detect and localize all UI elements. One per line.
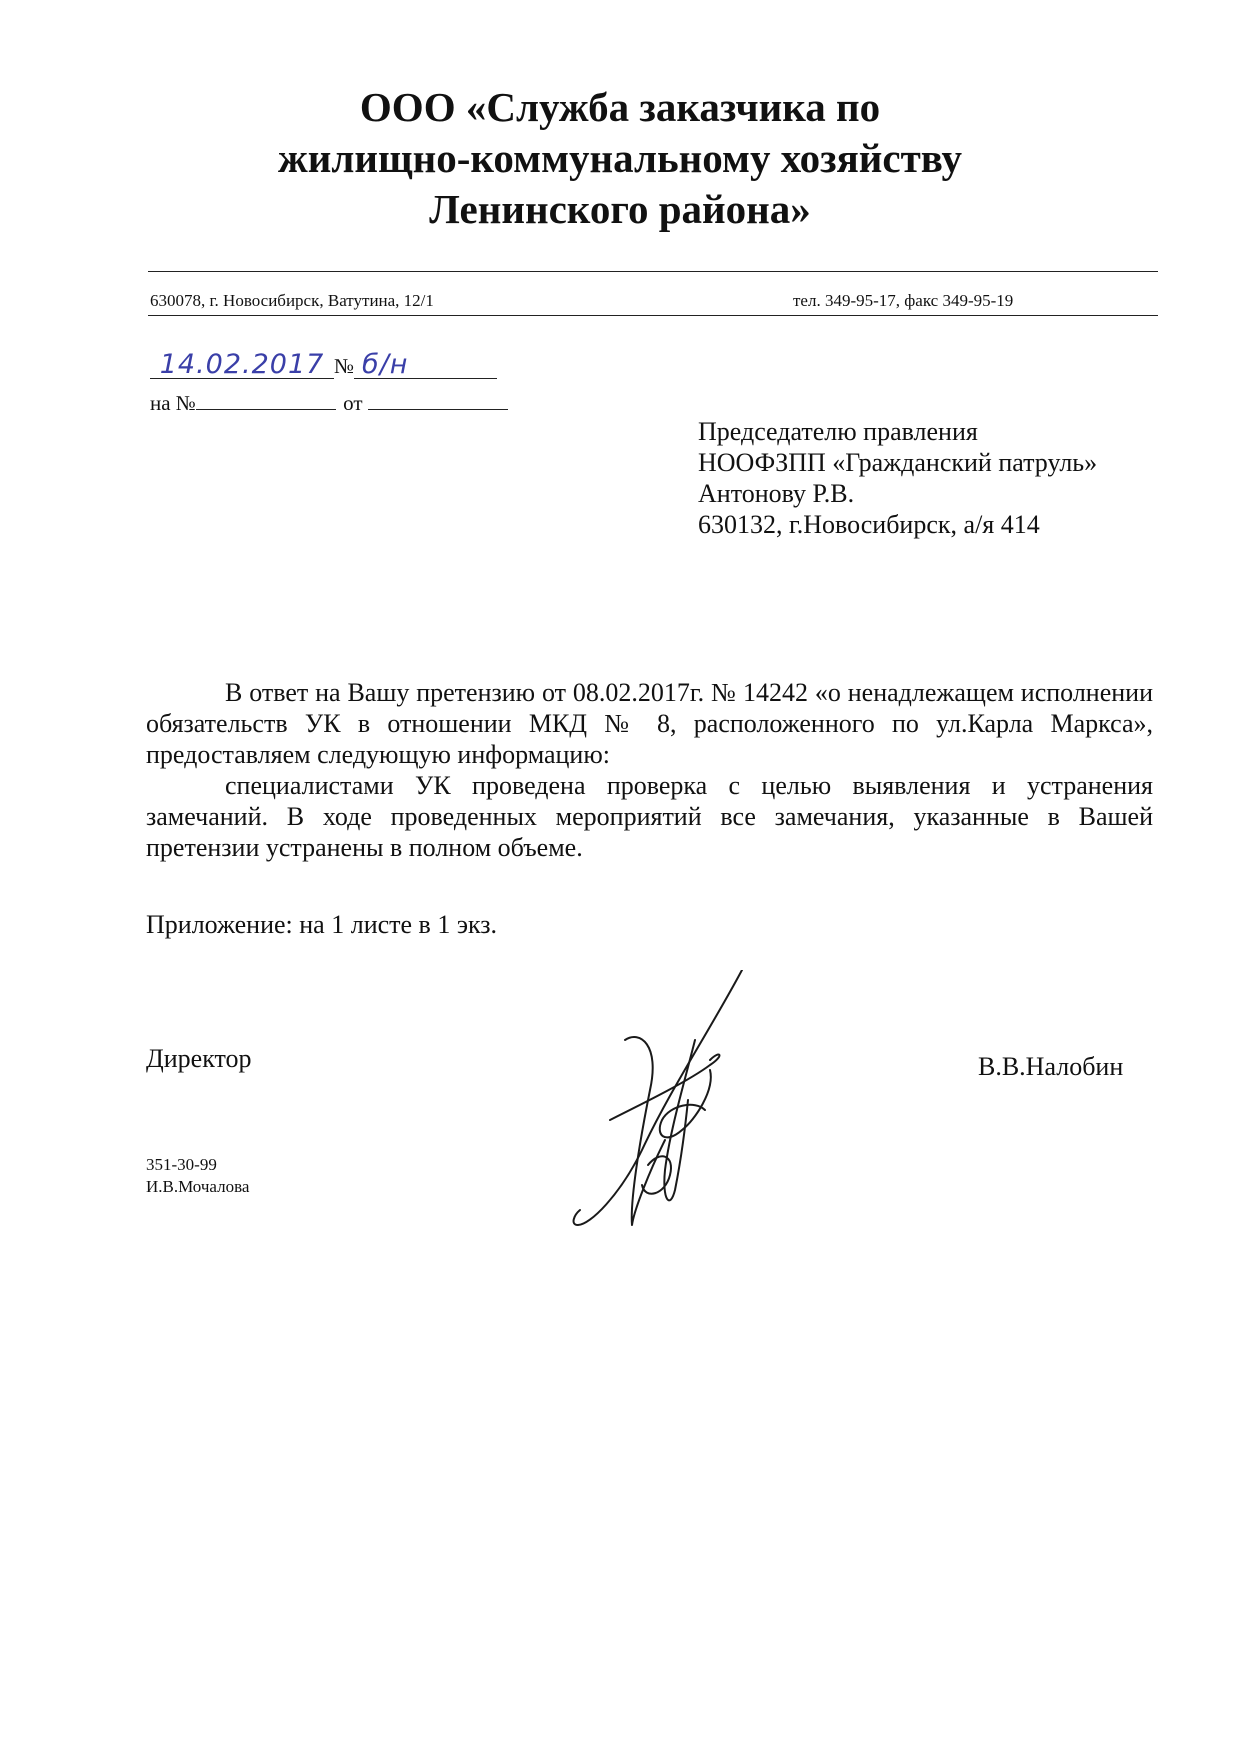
registration-number-handwritten: б/н bbox=[362, 349, 409, 380]
reference-number-label: на № bbox=[150, 391, 196, 415]
organization-title-line: Ленинского района» bbox=[429, 186, 811, 232]
organization-phones: тел. 349-95-17, факс 349-95-19 bbox=[793, 291, 1014, 310]
recipient-line: Антонову Р.В. bbox=[698, 479, 855, 508]
letter-body bbox=[146, 677, 1153, 863]
body-paragraph: специалистами УК проведена проверка с целью выявления и устранения замечаний. В ходе проведенных мероприятий все замечания, указанные в Вашей претензии устранены в полном объеме. bbox=[146, 771, 1153, 862]
letterhead-top-rule bbox=[148, 271, 1158, 272]
organization-title bbox=[0, 82, 1240, 235]
reference-number-field bbox=[196, 387, 336, 410]
registration-number-field bbox=[354, 349, 497, 380]
reference-row bbox=[150, 387, 508, 415]
letterhead-bottom-rule bbox=[148, 315, 1158, 316]
registration-number-label: № bbox=[334, 354, 355, 378]
executor-block bbox=[146, 1154, 249, 1198]
organization-title-line: жилищно-коммунальному хозяйству bbox=[277, 135, 962, 181]
handwritten-signature bbox=[570, 970, 800, 1240]
organization-address: 630078, г. Новосибирск, Ватутина, 12/1 bbox=[150, 291, 434, 310]
registration-date-row bbox=[150, 349, 497, 380]
reference-date-label: от bbox=[343, 391, 363, 415]
reference-date-field bbox=[368, 387, 508, 410]
recipient-line: НООФЗПП «Гражданский патруль» bbox=[698, 448, 1098, 477]
recipient-line: Председателю правления bbox=[698, 417, 978, 446]
registration-date-field bbox=[150, 349, 334, 380]
body-paragraph: В ответ на Вашу претензию от 08.02.2017г. № 14242 «о ненадлежащем исполнении обязательств УК в отношении МКД № 8, расположенного по ул.Карла Маркса», предоставляем следующую информацию: bbox=[146, 678, 1153, 769]
signatory-position: Директор bbox=[146, 1044, 252, 1073]
recipient-line: 630132, г.Новосибирск, а/я 414 bbox=[698, 510, 1040, 539]
registration-date-handwritten: 14.02.2017 bbox=[159, 349, 325, 380]
executor-name: И.В.Мочалова bbox=[146, 1177, 250, 1196]
executor-phone: 351-30-99 bbox=[146, 1155, 217, 1174]
recipient-block bbox=[698, 416, 1097, 540]
organization-title-line: ООО «Служба заказчика по bbox=[359, 84, 881, 130]
signatory-name: В.В.Налобин bbox=[978, 1052, 1124, 1081]
attachment-note: Приложение: на 1 листе в 1 экз. bbox=[146, 910, 498, 939]
